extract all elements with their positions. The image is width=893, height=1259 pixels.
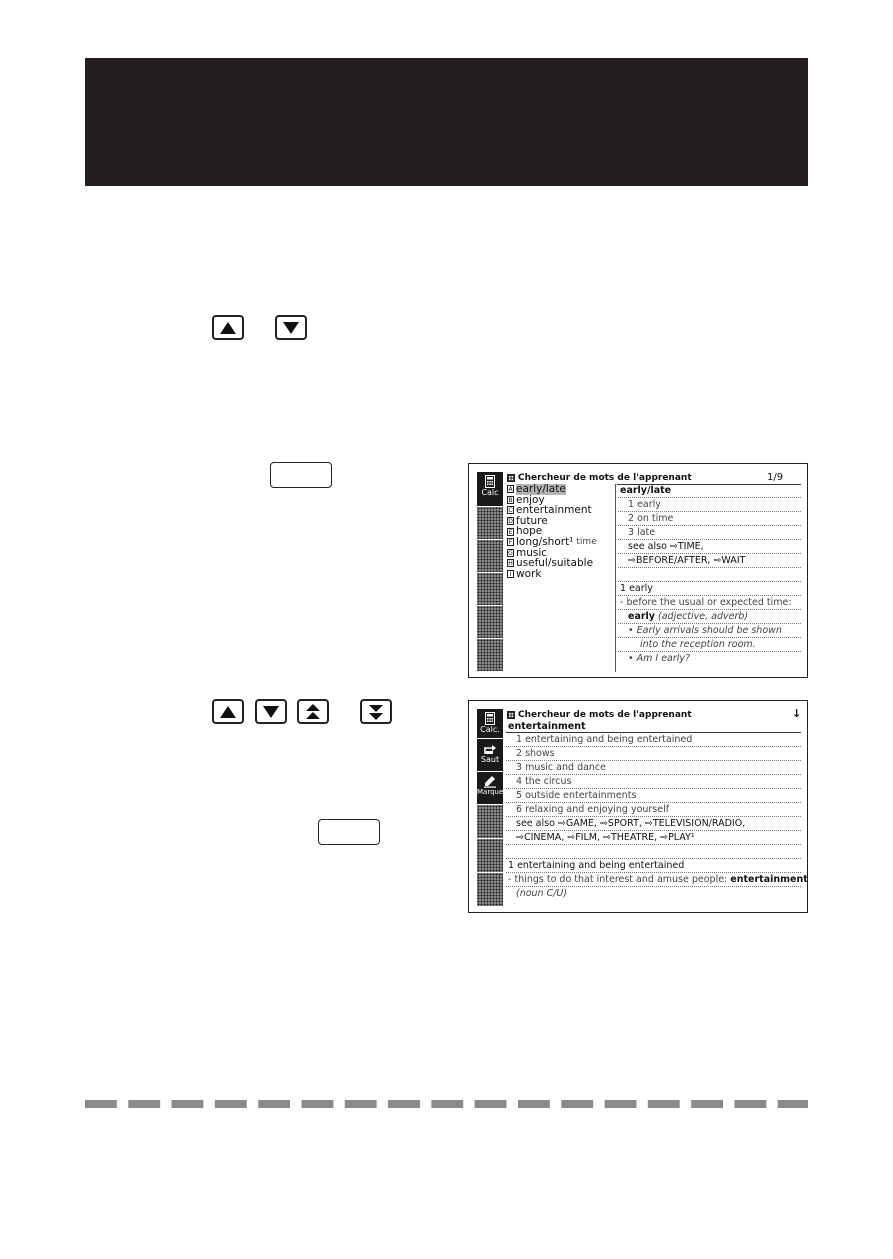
part-of-speech: (adjective, adverb) [658, 611, 749, 622]
up-key [212, 315, 244, 340]
headword: early [628, 611, 655, 622]
entry-heading: entertainment [506, 720, 801, 733]
list-letter: F [508, 539, 513, 547]
headword: entertainment [730, 874, 808, 885]
calculator-icon [485, 475, 495, 488]
sense-link[interactable]: 3 music and dance [506, 761, 801, 775]
list-letter: A [508, 486, 513, 494]
page-indicator: 1/9 [767, 472, 784, 483]
spacer-row [506, 845, 801, 859]
list-text: music [516, 546, 548, 559]
list-text: long/short¹ [516, 535, 574, 548]
list-suffix: time [576, 536, 597, 547]
see-also-line[interactable]: ⇨CINEMA, ⇨FILM, ⇨THEATRE, ⇨PLAY¹ [506, 831, 801, 845]
sense-link[interactable]: 1 entertaining and being entertained [506, 733, 801, 747]
page-up-key [297, 699, 329, 724]
sense-title: 1 early [618, 582, 801, 596]
spacer-row [618, 568, 801, 582]
dictionary-screen-entry [468, 700, 808, 913]
sense-title: 1 entertaining and being entertained [506, 859, 801, 873]
sidebar-blank [477, 606, 503, 639]
saut-label: Saut [480, 755, 500, 764]
see-also-line[interactable]: ⇨BEFORE/AFTER, ⇨WAIT [618, 554, 801, 568]
calc-label: Calc [481, 488, 499, 497]
grid-icon [507, 711, 515, 719]
grid-icon [507, 474, 515, 482]
word-pos-line [618, 610, 801, 624]
sense-link[interactable]: 2 on time [618, 512, 801, 526]
see-also-line[interactable]: see also ⇨TIME, [618, 540, 801, 554]
marker-pen-icon [483, 775, 497, 788]
definition: - things to do that interest and amuse people: [508, 874, 728, 885]
double-chevron-down-icon [367, 703, 385, 721]
example: • Am I early? [628, 653, 691, 664]
marquer-button[interactable] [477, 772, 507, 805]
triangle-up-icon [219, 705, 237, 719]
list-letter: B [508, 496, 513, 504]
entry-detail-pane [618, 484, 801, 666]
dictionary-screen-list [468, 463, 808, 678]
entry-heading: early/late [618, 484, 801, 498]
up-key [212, 699, 244, 724]
sidebar-blank [477, 839, 503, 873]
blank-key [270, 462, 332, 488]
calculator-icon [485, 712, 495, 725]
section-header-bar [85, 58, 808, 186]
list-letter: C [508, 507, 513, 515]
sidebar-blank [477, 507, 503, 540]
sidebar-blank [477, 639, 503, 672]
page-down-key [360, 699, 392, 724]
list-item[interactable] [507, 537, 597, 548]
list-text: useful/suitable [516, 557, 594, 570]
jump-icon [483, 742, 497, 755]
triangle-up-icon [219, 321, 237, 335]
sense-link[interactable]: 6 relaxing and enjoying yourself [506, 803, 801, 817]
definition: - before the usual or expected time: [618, 596, 801, 610]
calc-button[interactable] [477, 709, 503, 739]
down-key [275, 315, 307, 340]
list-text: hope [516, 525, 543, 538]
list-item[interactable] [507, 569, 597, 580]
calc-label: Calc. [480, 725, 500, 734]
saut-button[interactable] [477, 739, 503, 772]
sense-link[interactable]: 2 shows [506, 747, 801, 761]
blank-key [318, 819, 380, 845]
list-text: entertainment [516, 504, 592, 517]
list-text: early/late [516, 483, 566, 495]
list-letter: G [508, 549, 513, 557]
screen-sidebar [477, 709, 507, 907]
list-item[interactable] [507, 484, 597, 495]
double-chevron-up-icon [304, 703, 322, 721]
example: into the reception room. [618, 638, 801, 652]
word-list [507, 484, 597, 579]
list-text: work [516, 567, 542, 580]
screen-title-text: Chercheur de mots de l'apprenant [518, 710, 692, 720]
example: • Early arrivals should be shown [618, 624, 801, 638]
sense-link[interactable]: 5 outside entertainments [506, 789, 801, 803]
dashed-divider [85, 1100, 808, 1108]
see-also-line[interactable]: see also ⇨GAME, ⇨SPORT, ⇨TELEVISION/RADIO, [506, 817, 801, 831]
sidebar-blank [477, 873, 503, 907]
definition-line [506, 873, 808, 887]
sidebar-blank [477, 573, 503, 606]
calc-button[interactable] [477, 472, 503, 507]
pane-divider [615, 484, 616, 672]
sense-link[interactable]: 1 early [618, 498, 801, 512]
scroll-down-indicator: ↓ [792, 707, 802, 720]
part-of-speech: (noun C/U) [516, 888, 568, 899]
triangle-down-icon [282, 321, 300, 335]
list-letter: H [508, 560, 513, 568]
marquer-label: Marquer [477, 788, 507, 796]
entry-detail-pane [506, 720, 808, 901]
down-key [255, 699, 287, 724]
sidebar-blank [477, 540, 503, 573]
list-text: enjoy [516, 493, 545, 506]
triangle-down-icon [262, 705, 280, 719]
list-letter: E [508, 528, 513, 536]
sidebar-blank [477, 805, 503, 839]
list-text: future [516, 514, 548, 527]
sense-link[interactable]: 4 the circus [506, 775, 801, 789]
sense-link[interactable]: 3 late [618, 526, 801, 540]
screen-title-text: Chercheur de mots de l'apprenant [518, 473, 692, 483]
list-letter: D [508, 518, 513, 526]
screen-sidebar [477, 472, 503, 672]
list-letter: I [507, 570, 514, 578]
